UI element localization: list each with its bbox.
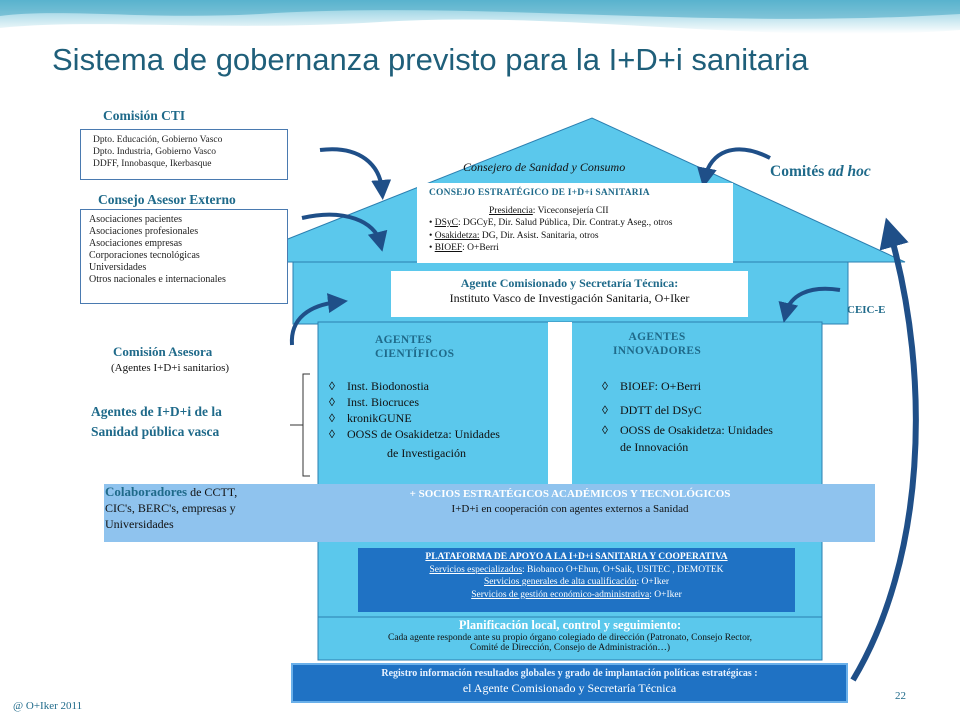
socios-title: + SOCIOS ESTRATÉGICOS ACADÉMICOS Y TECNOLÓGICOS (409, 488, 731, 500)
member-org: BIOEF (434, 243, 463, 253)
list-item: • DSyC: DGCyE, Dir. Salud Pública, Dir. Contrat.y Aseg., otros (429, 218, 673, 228)
agente-comisionado-box (391, 271, 748, 317)
list-item: ◊ OOSS de Osakidetza: Unidades (598, 423, 820, 438)
colaboradores-rest: de CCTT, (187, 485, 238, 499)
member-detail: : DGCyE, Dir. Salud Pública, Dir. Contrat.y Aseg., otros (457, 218, 673, 228)
planificacion-line: Cada agente responde ante su propio órgano colegiado de dirección (Patronato, Consejo Rector, (387, 633, 753, 643)
innovadores-list (598, 379, 820, 439)
cientificos-header-line: AGENTES (375, 334, 433, 346)
list-item: ◊ BIOEF: O+Berri (598, 379, 820, 394)
list-item: • Osakidetza: DG, Dir. Asist. Sanitaria, otros (429, 230, 599, 241)
member-org: Osakidetza: (434, 230, 480, 241)
plataforma-title: PLATAFORMA DE APOYO A LA I+D+i SANITARIA Y COOPERATIVA (425, 552, 728, 562)
comites-main: Comités (770, 163, 829, 180)
presidencia-value: : Viceconsejería CII (532, 206, 609, 216)
comision-cti-box (80, 129, 288, 180)
list-item: ◊ OOSS de Osakidetza: Unidades (325, 427, 547, 442)
arrow-comision-cti (320, 149, 382, 190)
consejo-members-list (429, 217, 727, 255)
member-detail: DG, Dir. Asist. Sanitaria, otros (479, 230, 599, 241)
plataforma-line-value: : O+Iker (636, 577, 669, 587)
page-number: 22 (895, 690, 906, 702)
innovadores-item-cont: de Innovación (620, 440, 689, 454)
consejo-estrategico-title: CONSEJO ESTRATÉGICO DE I+D+i SANITARIA (429, 188, 650, 198)
presidencia-line (489, 206, 727, 216)
consejero-label: Consejero de Sanidad y Consumo (463, 160, 626, 174)
planificacion-title: Planificación local, control y seguimiento: (458, 618, 682, 632)
cientificos-list (325, 379, 547, 443)
asesor-line: Otros nacionales e internacionales (89, 274, 226, 285)
agentes-sanidad-line: Sanidad pública vasca (91, 424, 220, 439)
cti-line: Dpto. Industria, Gobierno Vasco (93, 147, 217, 157)
asesor-line: Universidades (89, 262, 147, 273)
page-title: Sistema de gobernanza previsto para la I+D+i sanitaria (52, 42, 809, 77)
asesor-line: Asociaciones pacientes (89, 214, 183, 225)
asesor-line: Asociaciones empresas (89, 238, 183, 249)
ceic-label: CEIC-E (847, 304, 886, 316)
socios-sub: I+D+i en cooperación con agentes externos a Sanidad (451, 503, 689, 515)
arrow-registro-feedback (853, 232, 916, 680)
colaboradores-line: Universidades (105, 517, 174, 531)
arrow-comites (705, 149, 770, 178)
agente-comisionado-sub: Instituto Vasco de Investigación Sanitaria, O+Iker (449, 291, 690, 305)
registro-sub: el Agente Comisionado y Secretaría Técnica (462, 681, 677, 695)
innovadores-header-line: AGENTES (628, 331, 686, 343)
cientificos-header (375, 333, 454, 361)
cti-line: DDFF, Innobasque, Ikerbasque (93, 159, 212, 169)
list-item: ◊ DDTT del DSyC (598, 403, 820, 418)
house-divider (548, 322, 572, 484)
asesor-line: Asociaciones profesionales (89, 226, 199, 237)
colaboradores-text (105, 484, 237, 532)
plataforma-line-value: : Biobanco O+Ehun, O+Saik, USITEC , DEMOTEK (522, 564, 724, 575)
consejo-estrategico-box (417, 183, 733, 263)
list-item: ◊ Inst. Biocruces (325, 395, 547, 410)
member-detail: : O+Berri (462, 243, 499, 253)
agentes-sanidad-line: Agentes de I+D+i de la (91, 404, 222, 419)
list-item: ◊ kronikGUNE (325, 411, 547, 426)
registro-bar (291, 663, 848, 703)
cti-line: Dpto. Educación, Gobierno Vasco (93, 135, 223, 145)
cientificos-header-line: CIENTÍFICOS (375, 348, 455, 360)
plataforma-line-label: Servicios generales de alta cualificación (484, 577, 637, 587)
cientificos-item-cont: de Investigación (387, 446, 466, 460)
registro-title: Registro información resultados globales y grado de implantación políticas estratégicas : (381, 668, 758, 679)
list-item: • BIOEF: O+Berri (429, 243, 499, 253)
list-item: ◊ Inst. Biodonostia (325, 379, 547, 394)
plataforma-line-label: Servicios de gestión económico-administrativa (471, 589, 650, 600)
colaboradores-bold: Colaboradores (105, 484, 188, 499)
agentes-sanidad-label (91, 402, 222, 442)
plataforma-line-label: Servicios especializados (429, 564, 523, 575)
bracket-agentes (290, 374, 310, 476)
consejo-asesor-label: Consejo Asesor Externo (98, 192, 236, 207)
plataforma-box (358, 548, 795, 612)
asesor-line: Corporaciones tecnológicas (89, 250, 200, 261)
comision-asesora-label: Comisión Asesora (113, 344, 213, 359)
innovadores-header (613, 330, 701, 358)
comision-cti-label: Comisión CTI (103, 108, 186, 123)
comites-italic: ad hoc (828, 163, 871, 180)
comites-label (770, 163, 871, 181)
colaboradores-line: CIC's, BERC's, empresas y (105, 501, 236, 515)
planificacion-line: Comité de Dirección, Consejo de Administración…) (470, 643, 670, 653)
planificacion-block (318, 618, 822, 653)
presidencia-label: Presidencia (489, 206, 533, 216)
innovadores-header-line: INNOVADORES (613, 345, 702, 357)
plataforma-line-value: : O+Iker (649, 589, 682, 600)
member-org: DSyC (434, 218, 458, 228)
comision-asesora-sub: (Agentes I+D+i sanitarios) (111, 362, 230, 374)
consejo-asesor-box (80, 209, 288, 304)
socios-text (318, 488, 822, 515)
footer-copyright: @ O+Iker 2011 (13, 700, 83, 712)
agente-comisionado-title: Agente Comisionado y Secretaría Técnica: (460, 276, 679, 290)
